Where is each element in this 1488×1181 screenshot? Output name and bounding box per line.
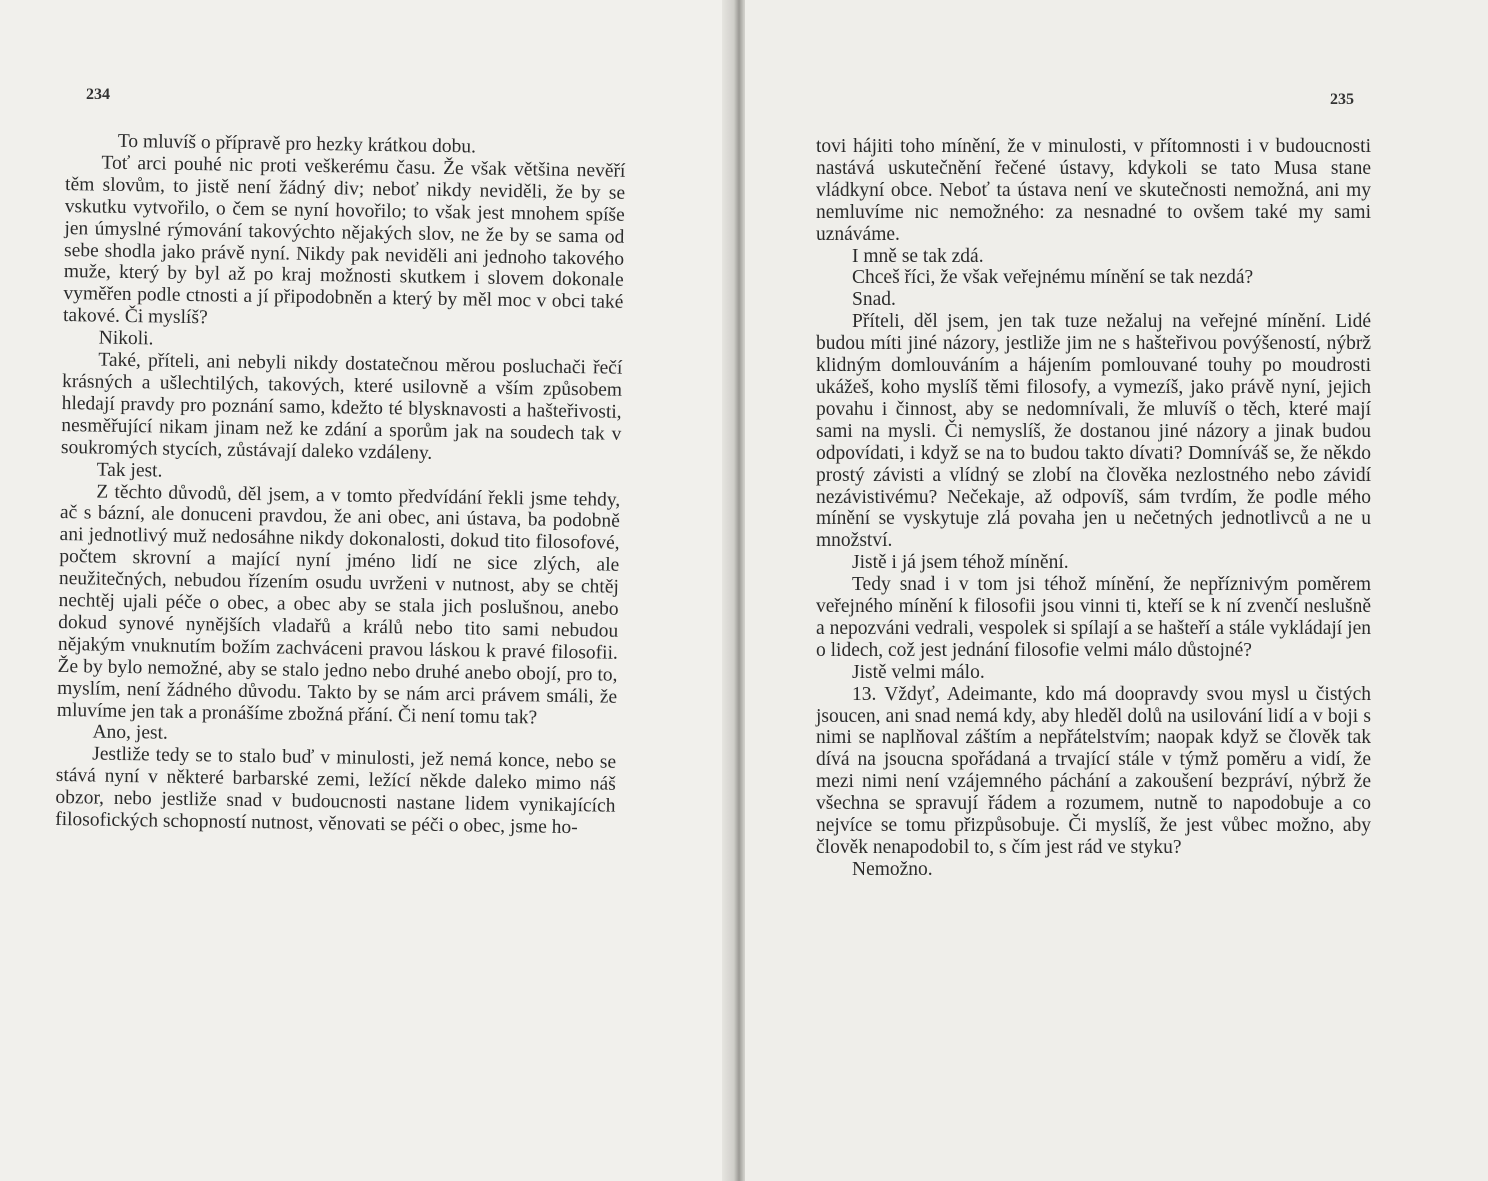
paragraph: Chceš říci, že však veřejnému mínění se tak nezdá? <box>852 267 1254 289</box>
paragraph: Nikoli. <box>98 327 154 350</box>
paragraph: 13. Vždyť, Adeimante, kdo má doopravdy svou mysl u čistých jsoucen, ani snad nemá kdy, aby hleděl dolů na usilování lidí a v boji s nimi se naplňoval záštím a nepřátelstvím; naopak když se člověk tak dívá na jsoucna spořádaná a trvající stále v týmž poměru a vidí, že mezi nimi není vzájemného páchání a zakoušení bezpráví, nýbrž že všechna se spravují řádem a rozumem, nutně to napodobuje a co nejvíce se tomu přizpůsobuje. Či myslíš, že jest vůbec možno, aby člověk nenapodobil to, s čím jest rád ve styku? <box>816 683 1371 858</box>
right-page-text <box>816 136 1371 881</box>
paragraph: Ano, jest. <box>92 721 168 745</box>
paragraph: Snad. <box>852 289 896 311</box>
left-page-text <box>55 130 626 840</box>
paragraph: Jestliže tedy se to stalo buď v minulosti, jež nemá konce, nebo se stává nyní v některé barbarské zemi, ležící někde daleko mimo náš obzor, nebo jestliže snad v budoucnosti nastane lidem vynikajících filosofických schopností nutnost, věnovati se péči o obec, jsme ho- <box>55 743 617 839</box>
paragraph: Jistě i já jsem téhož mínění. <box>852 552 1069 574</box>
left-page <box>0 0 735 1181</box>
paragraph: Nemožno. <box>852 858 933 880</box>
paragraph: tovi hájiti toho mínění, že v minulosti, v přítomnosti i v budoucnosti nastává uskutečnění řečené ústavy, kdykoli se tato Musa stane vládkyní obce. Neboť ta ústava není ve skutečnosti nemožná, ani my nemluvíme nic nemožného: za nesnadné to ovšem také my sami uznáváme. <box>816 136 1371 245</box>
paragraph: To mluvíš o přípravě pro hezky krátkou dobu. <box>117 130 477 158</box>
paragraph: Také, příteli, ani nebyli nikdy dostatečnou měrou posluchači řečí krásných a ušlechtilých, takových, které usilovně a vším způsobem hledají pravdy pro poznání samo, kdežto té blysknavosti a hašteřivosti, nesměřující nikam jinam než ke zdání a sporům jak na soudech tak v soukromých stycích, zůstávají daleko vzdáleny. <box>60 349 623 464</box>
page-number-right: 235 <box>1330 91 1354 108</box>
paragraph: Příteli, děl jsem, jen tak tuze nežaluj na veřejné mínění. Lidé budou míti jiné názory, jestliže jim ne s hašteřivou povýšeností, nýbrž klidným domlouváním a hájením pomlouvané touhy po moudrosti ukážeš, koho myslíš těmi filosofy, a vymezíš, jako právě nyní, jejich povahu i činnost, aby se nedomnívali, že mluvíš o těch, které mají sami na mysli. Či nemyslíš, že dostanou jiné názory a jinak budou odpovídati, i když se na to budou takto dívati? Domníváš se, že někdo prostý závisti a vlídný se zlobí na člověka nezlostného nebo závidí nezávistivému? Nečekaje, až odpovíš, sám tvrdím, že podle mého mínění se vyskytuje zlá povaha jen u nečetných jednotlivců a ne u množství. <box>816 311 1371 552</box>
paragraph: Toť arci pouhé nic proti veškerému času. Že však většina nevěří těm slovům, to jistě není žádný div; neboť nikdy neviděli, že by se vskutku vytvořilo, o čem se nyní hovořilo; to však jest mnohem spíše jen úmyslné rýmování takovýchto nějakých slov, ne že by se sama od sebe shodla jako právě nyní. Nikdy pak neviděli ani jednoho takového muže, který by byl až po kraj možnosti skutkem i slovem dokonale vyměřen podle ctnosti a jí připodobněn a který by měl moc v obci také takové. Či myslíš? <box>62 152 626 329</box>
paragraph: Tak jest. <box>96 459 163 482</box>
paragraph: I mně se tak zdá. <box>852 245 984 267</box>
paragraph: Jistě velmi málo. <box>852 661 985 683</box>
paragraph: Z těchto důvodů, děl jsem, a v tomto předvídání řekli jsme tehdy, ač s bázní, ale donuceni pravdou, že ani obec, ani ústava, ba podobně ani jednotlivý muž nedosáhne nikdy dokonalosti, dokud tito filosofové, počtem skrovní a mající nyní jméno lidí ne sice zlých, ale neužitečných, nebudou řízením osudu uvrženi v nutnost, aby se chtěj nechtěj ujali péče o obec, a obec aby se stala jich poslušnou, anebo dokud synové nynějších vladařů a králů nebo tito sami nebudou nějakým vnuknutím božím zachváceni pravou láskou k pravé filosofii. Že by bylo nemožné, aby se stalo jedno nebo druhé anebo obojí, pro to, myslím, není žádného důvodu. Takto by se nám arci právem smáli, že mluvíme jen tak a pronášíme zbožná přání. Či není tomu tak? <box>56 481 621 729</box>
page-number-left: 234 <box>86 86 110 103</box>
paragraph: Tedy snad i v tom jsi téhož mínění, že nepříznivým poměrem veřejného mínění k filosofii jsou vinni ti, kteří se k ní zvenčí neslušně a nepozváni vedrali, vespolek si spílají a se hašteří a stále vykládají jen o lidech, což jest jednání filosofie velmi málo důstojné? <box>816 574 1371 661</box>
right-page <box>745 0 1488 1181</box>
